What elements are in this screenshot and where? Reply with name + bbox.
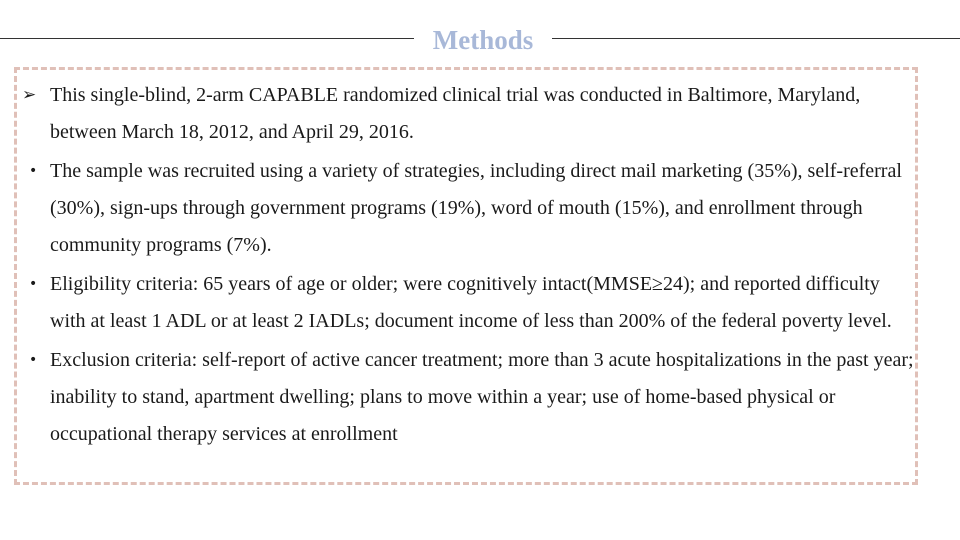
- title-rule-left: [0, 38, 414, 39]
- bullet-dot-icon: •: [29, 163, 38, 179]
- list-item-text: Exclusion criteria: self-report of active cancer treatment; more than 3 acute hospitalizations in the past year; inability to stand, apartment dwelling; plans to move within a year; use of home-based physical or occupational therapy services at enrollment: [50, 349, 914, 445]
- list-item-recruitment: [22, 153, 918, 264]
- list-item-exclusion: [22, 342, 918, 453]
- bullet-dot-icon: •: [29, 276, 38, 292]
- list-item-text: The sample was recruited using a variety of strategies, including direct mail marketing (35%), self-referral (30%), sign-ups through government programs (19%), word of mouth (15%), and enrollment through community programs (7%).: [50, 160, 902, 256]
- list-item-text: Eligibility criteria: 65 years of age or older; were cognitively intact(MMSE≥24); and reported difficulty with at least 1 ADL or at least 2 IADLs; document income of less than 200% of the federal poverty level.: [50, 273, 892, 332]
- slide-title: Methods: [432, 25, 534, 55]
- bullet-dot-icon: •: [29, 352, 38, 368]
- content-list: [22, 77, 918, 453]
- list-item-text: This single-blind, 2-arm CAPABLE randomized clinical trial was conducted in Baltimore, Maryland, between March 18, 2012, and April 29, 2016.: [50, 84, 861, 143]
- list-item-study-design: [22, 77, 918, 151]
- title-rule-right: [552, 38, 960, 39]
- list-item-eligibility: [22, 266, 918, 340]
- arrow-bullet-icon: ➢: [22, 85, 37, 105]
